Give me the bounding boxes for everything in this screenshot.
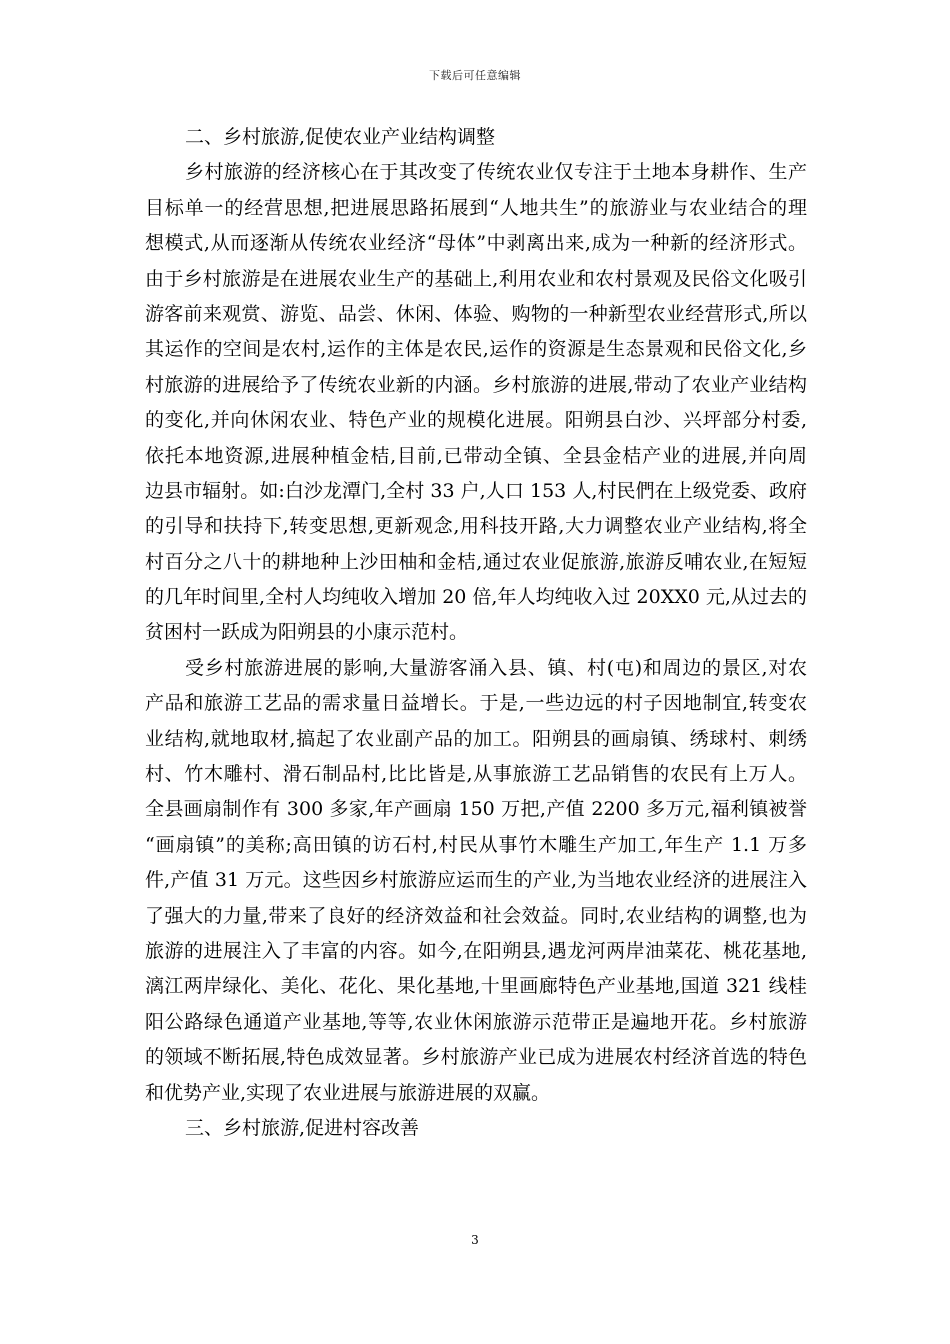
- section-2-paragraph-1: [145, 155, 807, 650]
- paragraph-line: 漓江两岸绿化、美化、花化、果化基地,十里画廊特色产业基地,国道 321 线桂: [145, 975, 807, 998]
- paragraph-line: 目标单一的经营思想,把进展思路拓展到“人地共生”的旅游业与农业结合的理: [145, 196, 807, 219]
- paragraph-line: 贫困村一跃成为阳朔县的小康示范村。: [145, 621, 469, 644]
- paragraph-line: 的几年时间里,全村人均纯收入增加 20 倍,年人均纯收入过 20XX0 元,从过去的: [145, 586, 807, 609]
- paragraph-line: 旅游的进展注入了丰富的内容。如今,在阳朔县,遇龙河两岸油菜花、桃花基地,: [145, 939, 807, 962]
- paragraph-line: 边县市辐射。如:白沙龙潭门,全村 33 户,人口 153 人,村民們在上级党委、政府: [145, 479, 807, 502]
- page-header: 下载后可任意编辑: [429, 69, 521, 82]
- paragraph-line: 受乡村旅游进展的影响,大量游客涌入县、镇、村(屯)和周边的景区,对农: [185, 656, 807, 679]
- paragraph-line: 阳公路绿色通道产业基地,等等,农业休闲旅游示范带正是遍地开花。乡村旅游: [145, 1010, 807, 1033]
- paragraph-line: 全县画扇制作有 300 多家,年产画扇 150 万把,产值 2200 多万元,福利镇被誉: [145, 798, 807, 821]
- page-number: 3: [471, 1233, 479, 1247]
- paragraph-line: 想模式,从而逐渐从传统农业经济“母体”中剥离出来,成为一种新的经济形式。: [145, 232, 807, 255]
- section-2-paragraph-2: [145, 651, 807, 1111]
- paragraph-line: 由于乡村旅游是在进展农业生产的基础上,利用农业和农村景观及民俗文化吸引: [145, 267, 807, 290]
- paragraph-line: 村、竹木雕村、滑石制品村,比比皆是,从事旅游工艺品销售的农民有上万人。: [145, 763, 807, 786]
- section-2-heading: 二、乡村旅游,促使农业产业结构调整: [185, 126, 496, 148]
- document-body: [145, 120, 807, 1146]
- paragraph-line: 村旅游的进展给予了传统农业新的内涵。乡村旅游的进展,带动了农业产业结构: [145, 373, 807, 396]
- paragraph-line: 其运作的空间是农村,运作的主体是农民,运作的资源是生态景观和民俗文化,乡: [145, 338, 807, 361]
- section-3-heading: 三、乡村旅游,促进村容改善: [185, 1116, 420, 1139]
- paragraph-line: 的变化,并向休闲农业、特色产业的规模化进展。阳朔县白沙、兴坪部分村委,: [145, 409, 807, 432]
- paragraph-line: 村百分之八十的耕地种上沙田柚和金桔,通过农业促旅游,旅游反哺农业,在短短: [145, 550, 807, 573]
- paragraph-line: 产品和旅游工艺品的需求量日益增长。于是,一些边远的村子因地制宜,转变农: [145, 692, 807, 715]
- paragraph-line: 的领域不断拓展,特色成效显著。乡村旅游产业已成为进展农村经济首选的特色: [145, 1046, 807, 1069]
- paragraph-line: “画扇镇”的美称;高田镇的访石村,村民从事竹木雕生产加工,年生产 1.1 万多: [145, 833, 807, 856]
- paragraph-line: 业结构,就地取材,搞起了农业副产品的加工。阳朔县的画扇镇、绣球村、刺绣: [145, 727, 807, 750]
- paragraph-line: 乡村旅游的经济核心在于其改变了传统农业仅专注于土地本身耕作、生产: [185, 161, 807, 184]
- paragraph-line: 和优势产业,实现了农业进展与旅游进展的双赢。: [145, 1081, 551, 1104]
- paragraph-line: 依托本地资源,进展种植金桔,目前,已带动全镇、全县金桔产业的进展,并向周: [145, 444, 807, 467]
- paragraph-line: 的引导和扶持下,转变思想,更新观念,用科技开路,大力调整农业产业结构,将全: [145, 515, 807, 538]
- paragraph-line: 了强大的力量,带来了良好的经济效益和社会效益。同时,农业结构的调整,也为: [145, 904, 807, 927]
- paragraph-line: 游客前来观赏、游览、品尝、休闲、体验、购物的一种新型农业经营形式,所以: [145, 302, 807, 325]
- paragraph-line: 件,产值 31 万元。这些因乡村旅游应运而生的产业,为当地农业经济的进展注入: [145, 869, 807, 892]
